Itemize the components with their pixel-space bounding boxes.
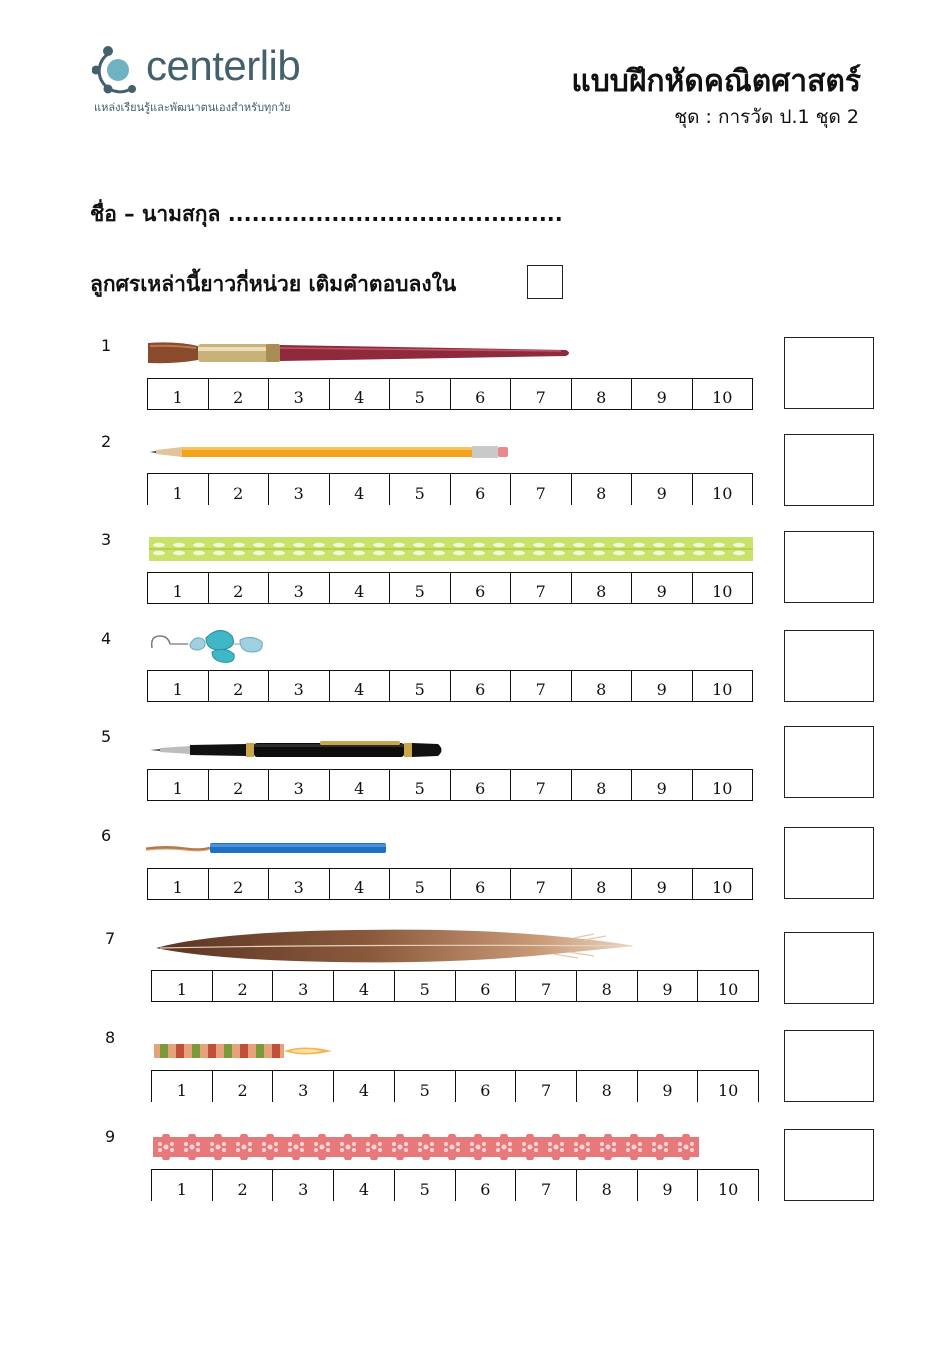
ruler-unit: 5 bbox=[390, 671, 451, 701]
ruler-unit: 4 bbox=[330, 869, 391, 899]
measurement-ruler bbox=[151, 1169, 759, 1201]
ruler-unit: 2 bbox=[209, 869, 270, 899]
ruler-unit: 5 bbox=[395, 1071, 456, 1102]
ruler-unit: 2 bbox=[209, 573, 270, 603]
ruler-unit: 7 bbox=[511, 770, 572, 800]
worksheet-title: แบบฝึกหัดคณิตศาสตร์ bbox=[571, 64, 861, 99]
ruler-unit: 3 bbox=[269, 573, 330, 603]
ruler-unit: 2 bbox=[213, 1071, 274, 1102]
ruler-unit: 9 bbox=[632, 573, 693, 603]
measurement-ruler bbox=[147, 868, 753, 900]
ruler-unit: 6 bbox=[451, 474, 512, 505]
ruler-unit: 5 bbox=[395, 1170, 456, 1201]
ruler-unit: 2 bbox=[209, 770, 270, 800]
ruler-unit: 9 bbox=[632, 379, 693, 409]
answer-box[interactable] bbox=[784, 337, 874, 409]
ruler-unit: 3 bbox=[273, 971, 334, 1001]
answer-box[interactable] bbox=[784, 434, 874, 506]
ruler-unit: 9 bbox=[632, 671, 693, 701]
measurement-ruler bbox=[151, 1070, 759, 1102]
ruler-unit: 2 bbox=[213, 971, 274, 1001]
ruler-unit: 1 bbox=[148, 379, 209, 409]
measurement-ruler bbox=[147, 473, 753, 505]
question-number: 4 bbox=[101, 629, 112, 648]
ruler-unit: 1 bbox=[148, 671, 209, 701]
ruler-unit: 7 bbox=[511, 474, 572, 505]
ruler-unit: 3 bbox=[269, 474, 330, 505]
question-number: 3 bbox=[101, 530, 112, 549]
ruler-unit: 9 bbox=[632, 869, 693, 899]
ruler-unit: 1 bbox=[152, 971, 213, 1001]
ruler-unit: 2 bbox=[209, 379, 270, 409]
measurement-ruler bbox=[147, 572, 753, 604]
answer-box[interactable] bbox=[784, 726, 874, 798]
instruction-text: ลูกศรเหล่านี้ยาวกี่หน่วย เติมคำตอบลงใน bbox=[90, 272, 457, 296]
feather-icon bbox=[154, 924, 638, 966]
ruler-unit: 2 bbox=[213, 1170, 274, 1201]
measurement-ruler bbox=[147, 378, 753, 410]
ruler-unit: 4 bbox=[330, 770, 391, 800]
ruler-unit: 9 bbox=[638, 1071, 699, 1102]
ruler-unit: 10 bbox=[712, 680, 733, 699]
ruler-unit: 6 bbox=[456, 971, 517, 1001]
question-number: 1 bbox=[101, 336, 112, 355]
ruler-unit: 9 bbox=[638, 971, 699, 1001]
ruler-unit: 4 bbox=[334, 971, 395, 1001]
ruler-unit: 1 bbox=[152, 1170, 213, 1201]
instruction-sample-box bbox=[527, 265, 563, 299]
ruler-unit: 8 bbox=[577, 971, 638, 1001]
measurement-ruler bbox=[147, 769, 753, 801]
ruler-unit: 9 bbox=[632, 474, 693, 505]
ruler-unit: 8 bbox=[577, 1071, 638, 1102]
ruler-unit: 6 bbox=[451, 671, 512, 701]
ruler-unit: 6 bbox=[451, 573, 512, 603]
question-number: 2 bbox=[101, 432, 112, 451]
ruler-unit: 9 bbox=[638, 1170, 699, 1201]
ruler-unit: 5 bbox=[390, 573, 451, 603]
ruler-unit: 5 bbox=[390, 770, 451, 800]
question-number: 8 bbox=[105, 1028, 116, 1047]
earring-icon bbox=[148, 626, 268, 664]
ruler-unit: 5 bbox=[390, 379, 451, 409]
ruler-unit: 1 bbox=[152, 1071, 213, 1102]
pencil-icon bbox=[150, 444, 512, 460]
ruler-unit: 8 bbox=[572, 573, 633, 603]
answer-box[interactable] bbox=[784, 827, 874, 899]
ruler-unit: 2 bbox=[209, 671, 270, 701]
ruler-unit: 3 bbox=[269, 671, 330, 701]
ruler-unit: 3 bbox=[269, 770, 330, 800]
question-number: 9 bbox=[105, 1127, 116, 1146]
ruler-unit: 10 bbox=[718, 1180, 739, 1199]
ruler-unit: 10 bbox=[712, 484, 733, 503]
ruler-unit: 8 bbox=[572, 671, 633, 701]
student-name-line: ชื่อ – นามสกุล .......................................... bbox=[90, 202, 563, 226]
ruler-unit: 10 bbox=[712, 388, 733, 407]
ruler-unit: 4 bbox=[334, 1071, 395, 1102]
worksheet-subtitle: ชุด : การวัด ป.1 ชุด 2 bbox=[674, 106, 859, 128]
ruler-unit: 4 bbox=[334, 1170, 395, 1201]
question-number: 6 bbox=[101, 826, 112, 845]
question-number: 7 bbox=[105, 929, 116, 948]
ruler-unit: 10 bbox=[718, 980, 739, 999]
ruler-unit: 3 bbox=[273, 1071, 334, 1102]
ruler-unit: 7 bbox=[511, 573, 572, 603]
ruler-unit: 5 bbox=[395, 971, 456, 1001]
answer-box[interactable] bbox=[784, 531, 874, 603]
ruler-unit: 6 bbox=[451, 869, 512, 899]
ruler-unit: 1 bbox=[148, 474, 209, 505]
logo-tagline: แหล่งเรียนรู้และพัฒนาตนเองสำหรับทุกวัย bbox=[94, 101, 291, 114]
ruler-unit: 10 bbox=[718, 1081, 739, 1100]
ruler-unit: 7 bbox=[511, 671, 572, 701]
answer-box[interactable] bbox=[784, 932, 874, 1004]
ruler-unit: 7 bbox=[516, 1071, 577, 1102]
ruler-unit: 6 bbox=[456, 1071, 517, 1102]
ruler-unit: 3 bbox=[269, 869, 330, 899]
ruler-unit: 8 bbox=[572, 869, 633, 899]
ruler-unit: 7 bbox=[511, 379, 572, 409]
logo-wordmark: centerlib bbox=[146, 42, 301, 89]
ruler-unit: 4 bbox=[330, 573, 391, 603]
logo-mark-icon bbox=[92, 42, 148, 98]
measurement-ruler bbox=[151, 970, 759, 1002]
centerlib-logo bbox=[92, 42, 352, 122]
answer-box[interactable] bbox=[784, 630, 874, 702]
pen-icon bbox=[150, 741, 446, 759]
candle-icon bbox=[154, 1040, 336, 1062]
ruler-unit: 5 bbox=[390, 474, 451, 505]
ruler-unit: 4 bbox=[330, 671, 391, 701]
answer-box[interactable] bbox=[784, 1129, 874, 1201]
ruler-unit: 8 bbox=[572, 474, 633, 505]
ruler-unit: 3 bbox=[269, 379, 330, 409]
ruler-unit: 1 bbox=[148, 869, 209, 899]
ruler-unit: 6 bbox=[451, 770, 512, 800]
ribbon-icon bbox=[149, 537, 753, 561]
ruler-unit: 8 bbox=[577, 1170, 638, 1201]
ruler-unit: 1 bbox=[148, 573, 209, 603]
ruler-unit: 4 bbox=[330, 474, 391, 505]
ruler-unit: 10 bbox=[712, 582, 733, 601]
ruler-unit: 8 bbox=[572, 379, 633, 409]
ruler-unit: 6 bbox=[456, 1170, 517, 1201]
ruler-unit: 5 bbox=[390, 869, 451, 899]
ruler-unit: 10 bbox=[712, 779, 733, 798]
question-number: 5 bbox=[101, 727, 112, 746]
answer-box[interactable] bbox=[784, 1030, 874, 1102]
lace-ribbon-icon bbox=[153, 1134, 699, 1160]
wire-icon bbox=[146, 841, 388, 855]
measurement-ruler bbox=[147, 670, 753, 702]
ruler-unit: 7 bbox=[516, 1170, 577, 1201]
ruler-unit: 9 bbox=[632, 770, 693, 800]
ruler-unit: 7 bbox=[511, 869, 572, 899]
ruler-unit: 7 bbox=[516, 971, 577, 1001]
ruler-unit: 3 bbox=[273, 1170, 334, 1201]
ruler-unit: 6 bbox=[451, 379, 512, 409]
ruler-unit: 4 bbox=[330, 379, 391, 409]
ruler-unit: 1 bbox=[148, 770, 209, 800]
paintbrush-icon bbox=[146, 338, 576, 368]
ruler-unit: 2 bbox=[209, 474, 270, 505]
ruler-unit: 8 bbox=[572, 770, 633, 800]
ruler-unit: 10 bbox=[712, 878, 733, 897]
